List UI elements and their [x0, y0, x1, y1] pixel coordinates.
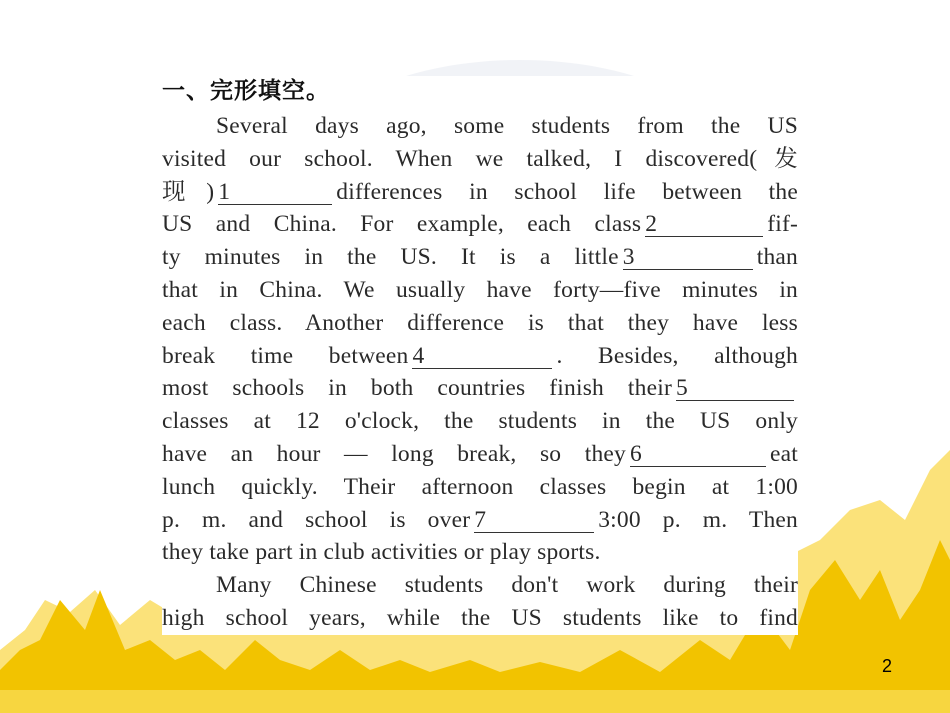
passage-line-13: p. m. and school is over 7 3:00 p. m. Then	[162, 506, 799, 533]
page-number: 2	[881, 656, 892, 676]
passage-line-10: classes at 12 o'clock, the students in the US only	[162, 408, 798, 435]
blank-4[interactable]: 4	[412, 344, 552, 369]
passage-line-8: break time between 4 . Besides, although	[162, 342, 798, 369]
cloze-passage	[162, 110, 798, 635]
blank-5[interactable]: 5	[676, 376, 794, 401]
passage-line-11: have an hour — long break, so they 6 eat	[162, 440, 798, 467]
passage-line-4: US and China. For example, each class 2 fif-	[162, 211, 798, 238]
passage-line-9: most schools in both countries finish their 5	[162, 372, 798, 405]
blank-2[interactable]: 2	[645, 212, 763, 237]
blank-6[interactable]: 6	[630, 442, 766, 467]
section-heading: 一、完形填空。	[162, 78, 330, 104]
blank-7[interactable]: 7	[474, 508, 594, 533]
passage-line-16: high school years, while the US students like to find	[162, 604, 798, 631]
blank-3[interactable]: 3	[623, 245, 753, 270]
exercise-content	[162, 76, 798, 635]
passage-line-2: visited our school. When we talked, I discovered(发	[162, 145, 798, 172]
mountain-base	[0, 690, 950, 713]
passage-line-6: that in China. We usually have forty—five minutes in	[162, 276, 798, 303]
passage-line-1: Several days ago, some students from the US	[216, 113, 798, 139]
blank-1[interactable]: 1	[218, 180, 332, 205]
passage-line-15: Many Chinese students don't work during their	[216, 572, 798, 599]
passage-line-14: they take part in club activities or play sports.	[162, 539, 601, 566]
passage-line-3: 现) 1 differences in school life between the	[162, 178, 798, 205]
passage-line-7: each class. Another difference is that they have less	[162, 309, 798, 336]
passage-line-12: lunch quickly. Their afternoon classes begin at 1:00	[162, 473, 798, 500]
passage-line-5: ty minutes in the US. It is a little 3 than	[162, 244, 798, 271]
